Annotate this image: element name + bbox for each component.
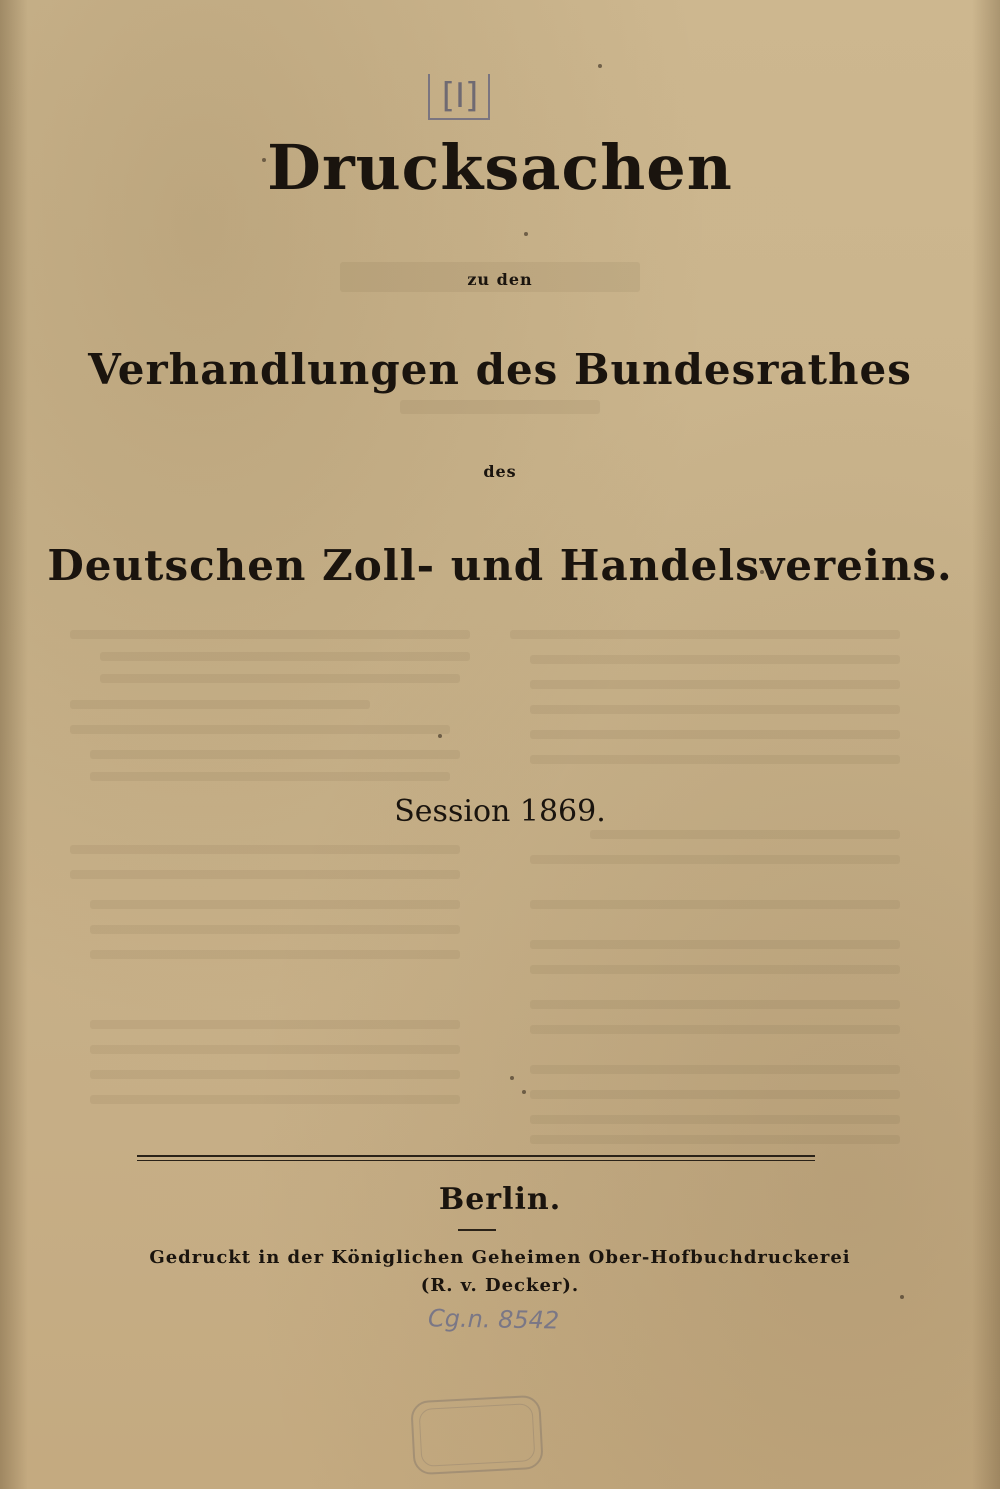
bleed-through-line [530,680,900,689]
bleed-through-line [530,730,900,739]
printer-line-2: (R. v. Decker). [420,1275,580,1296]
bleed-through-line [70,845,460,854]
bleed-through-line [70,725,450,734]
subtitle-line-2: Deutschen Zoll- und Handelsvereins. [47,541,953,590]
imprint-divider-rule [137,1155,815,1157]
bleed-through-line [90,925,460,934]
bleed-through-line [90,900,460,909]
bleed-through-line [530,1090,900,1099]
paper-speck [510,1076,514,1080]
bleed-through-line [530,940,900,949]
paper-speck [438,734,442,738]
connector-text: des [483,462,517,481]
bleed-through-line [530,1025,900,1034]
subtitle-line-1: Verhandlungen des Bundesrathes [88,345,912,394]
paper-speck [598,64,602,68]
handwritten-shelfmark: Cg.n. 8542 [427,1304,560,1335]
bleed-through-line [70,630,470,639]
archive-marker: [I] [441,76,479,116]
bleed-through-line [90,1070,460,1079]
bleed-through-line [90,1045,460,1054]
printer-line-1: Gedruckt in der Königlichen Geheimen Ober-Hofbuchdruckerei [149,1247,851,1268]
bleed-through-line [90,1020,460,1029]
bleed-through-line [70,700,370,709]
bleed-through-line [530,855,900,864]
bleed-through-line [90,772,450,781]
imprint-place: Berlin. [438,1182,562,1217]
bleed-through-line [90,950,460,959]
bleed-through-line [530,1135,900,1144]
bleed-through-line [90,1095,460,1104]
session-label: Session 1869. [394,794,606,829]
bleed-through-line [100,652,470,661]
bleed-through-line [90,750,460,759]
bleed-through-line [530,1000,900,1009]
library-stamp [410,1395,544,1476]
bleed-through-line [530,655,900,664]
connector-text: zu den [467,270,533,289]
library-stamp-inner-ring [419,1403,536,1467]
bleed-through-line [100,674,460,683]
bleed-through-line [530,1115,900,1124]
document-title: Drucksachen [267,131,733,204]
bleed-through-line [530,965,900,974]
bleed-through-heading [400,400,600,414]
paper-speck [522,1090,526,1094]
paper-speck [524,232,528,236]
imprint-divider-rule [137,1160,815,1161]
bleed-through-line [530,900,900,909]
bleed-through-line [530,705,900,714]
short-divider-rule [458,1229,496,1231]
bleed-through-line [530,1065,900,1074]
bleed-through-line [510,630,900,639]
bleed-through-line [70,870,460,879]
bleed-through-line [530,755,900,764]
